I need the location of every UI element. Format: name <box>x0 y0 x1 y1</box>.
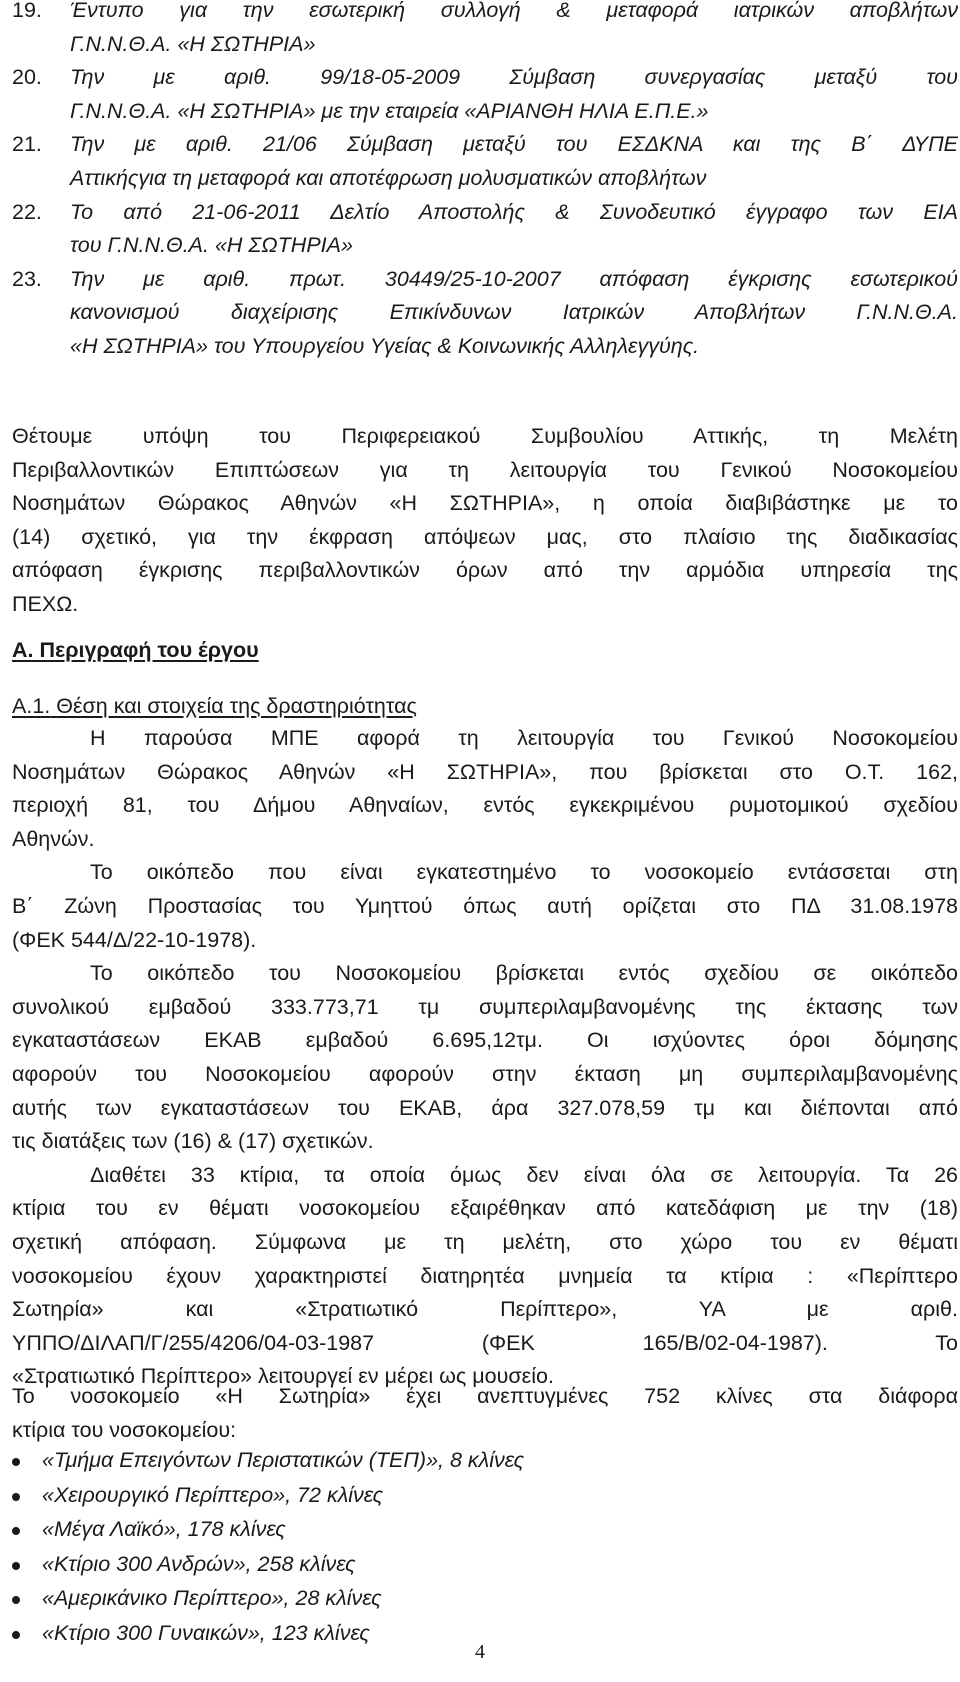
reference-item <box>12 196 958 263</box>
paragraph-line: ΥΠΠΟ/ΔΙΛΑΠ/Γ/255/4206/04-03-1987 (ΦΕΚ 165/Β/02-04-1987). Το <box>12 1330 958 1355</box>
paragraph-line: (14) σχετικό, για την έκφραση απόψεων μας, στο πλαίσιο της διαδικασίας <box>12 524 958 549</box>
list-item-text: «Τμήμα Επειγόντων Περιστατικών (ΤΕΠ)», 8 κλίνες <box>42 1448 525 1472</box>
section-heading: Α. Περιγραφή του έργου <box>12 638 259 662</box>
paragraph-line: αφορούν του Νοσοκομείου αφορούν στην έκταση μη συμπεριλαμβανομένης <box>12 1061 958 1086</box>
paragraph-line: Νοσημάτων Θώρακος Αθηνών «Η ΣΩΤΗΡΙΑ», που βρίσκεται στο Ο.Τ. 162, <box>12 759 958 784</box>
beds-list <box>12 1444 958 1651</box>
reference-list <box>12 0 958 364</box>
subsection-label: Α.1. <box>12 694 51 718</box>
paragraph-line: «Στρατιωτικό Περίπτερο» λειτουργεί εν μέρει ως μουσείο. <box>12 1364 554 1389</box>
reference-line: του Γ.Ν.Ν.Θ.Α. «Η ΣΩΤΗΡΙΑ» <box>70 233 353 258</box>
list-item <box>12 1444 958 1479</box>
list-item-text: «Μέγα Λαϊκό», 178 κλίνες <box>42 1517 286 1541</box>
paragraph-line: απόφαση έγκρισης περιβαλλοντικών όρων από την αρμόδια υπηρεσία της <box>12 558 958 583</box>
paragraph-line: (ΦΕΚ 544/Δ/22-10-1978). <box>12 927 257 952</box>
reference-line: Αττικήςγια τη μεταφορά και αποτέφρωση μολυσματικών αποβλήτων <box>70 165 707 190</box>
reference-number: 22. <box>12 199 42 224</box>
paragraph-line: τις διατάξεις των (16) & (17) σχετικών. <box>12 1129 374 1154</box>
page-number: 4 <box>475 1641 485 1663</box>
paragraph-line: Νοσημάτων Θώρακος Αθηνών «Η ΣΩΤΗΡΙΑ», η οποία διαβιβάστηκε με το <box>12 491 958 516</box>
paragraph-line: Αθηνών. <box>12 826 95 851</box>
paragraph-line: περιοχή 81, του Δήμου Αθηναίων, εντός εγκεκριμένου ρυμοτομικού σχεδίου <box>12 793 958 818</box>
reference-line: Έντυπο για την εσωτερική συλλογή & μεταφορά ιατρικών αποβλήτων <box>70 0 958 22</box>
reference-line: «Η ΣΩΤΗΡΙΑ» του Υπουργείου Υγείας & Κοινωνικής Αλληλεγγύης. <box>70 333 700 358</box>
list-item-text: «Κτίριο 300 Ανδρών», 258 κλίνες <box>42 1551 356 1576</box>
paragraph-line: Το οικόπεδο που είναι εγκατεστημένο το νοσοκομείο εντάσσεται στη <box>90 860 958 885</box>
list-item-text: «Χειρουργικό Περίπτερο», 72 κλίνες <box>42 1482 384 1507</box>
reference-line: Την με αριθ. πρωτ. 30449/25-10-2007 απόφαση έγκρισης εσωτερικού <box>70 266 958 291</box>
reference-line: Γ.Ν.Ν.Θ.Α. «Η ΣΩΤΗΡΙΑ» <box>70 31 316 56</box>
paragraph-line: σχετική απόφαση. Σύμφωνα με τη μελέτη, στο χώρο του εν θέματι <box>12 1229 958 1254</box>
paragraph-line: Σωτηρία» και «Στρατιωτικό Περίπτερο», ΥΑ με αριθ. <box>12 1297 958 1322</box>
reference-number: 19. <box>12 0 42 22</box>
reference-item <box>12 263 958 364</box>
intro-paragraph <box>12 420 958 622</box>
reference-line: Γ.Ν.Ν.Θ.Α. «Η ΣΩΤΗΡΙΑ» με την εταιρεία «ΑΡΙΑΝΘΗ ΗΛΙΑ Ε.Π.Ε.» <box>70 98 709 123</box>
paragraph-line: ΠΕΧΩ. <box>12 591 79 616</box>
bullet-icon <box>12 1596 20 1604</box>
list-item <box>12 1548 958 1583</box>
reference-line: Την με αριθ. 21/06 Σύμβαση μεταξύ του ΕΣΔΚΝΑ και της Β΄ ΔΥΠΕ <box>70 132 958 157</box>
bullet-icon <box>12 1527 20 1535</box>
beds-paragraph <box>12 1380 958 1447</box>
reference-item <box>12 61 958 128</box>
reference-number: 21. <box>12 132 42 157</box>
list-item-text: «Αμερικάνικο Περίπτερο», 28 κλίνες <box>42 1586 382 1610</box>
subsection-heading <box>12 690 417 724</box>
reference-item <box>12 0 958 61</box>
paragraph-line: κτίρια του νοσοκομείου: <box>12 1417 237 1442</box>
reference-line: κανονισμού διαχείρισης Επικίνδυνων Ιατρικών Αποβλήτων Γ.Ν.Ν.Θ.Α. <box>70 300 958 325</box>
reference-item <box>12 128 958 195</box>
list-item-text: «Κτίριο 300 Γυναικών», 123 κλίνες <box>42 1620 370 1645</box>
list-item <box>12 1582 958 1617</box>
paragraph-line: νοσοκομείου έχουν χαρακτηριστεί διατηρητέα μνημεία τα κτίρια : «Περίπτερο <box>12 1263 958 1288</box>
subsection-title: Θέση και στοιχεία της δραστηριότητας <box>56 694 417 718</box>
bullet-icon <box>12 1458 20 1466</box>
paragraph-line: Θέτουμε υπόψη του Περιφερειακού Συμβουλίου Αττικής, τη Μελέτη <box>12 424 958 448</box>
paragraph-line: συνολικού εμβαδού 333.773,71 τμ συμπεριλαμβανομένης της έκτασης των <box>12 994 958 1019</box>
bullet-icon <box>12 1562 20 1570</box>
paragraph-line: Το νοσοκομείο «Η Σωτηρία» έχει ανεπτυγμένες 752 κλίνες στα διάφορα <box>12 1384 958 1408</box>
paragraph-line: Το οικόπεδο του Νοσοκομείου βρίσκεται εντός σχεδίου σε οικόπεδο <box>90 961 958 986</box>
list-item <box>12 1479 958 1514</box>
reference-number: 20. <box>12 65 42 90</box>
paragraph-line: Η παρούσα ΜΠΕ αφορά τη λειτουργία του Γενικού Νοσοκομείου <box>90 726 958 750</box>
section-body <box>12 722 958 1394</box>
paragraph-line: Διαθέτει 33 κτίρια, τα οποία όμως δεν είναι όλα σε λειτουργία. Τα 26 <box>90 1162 958 1187</box>
paragraph-line: εγκαταστάσεων ΕΚΑΒ εμβαδού 6.695,12τμ. Οι ισχύοντες όροι δόμησης <box>12 1028 958 1053</box>
paragraph-line: Β΄ Ζώνη Προστασίας του Υμηττού όπως αυτή ορίζεται στο ΠΔ 31.08.1978 <box>12 893 958 918</box>
list-item <box>12 1513 958 1548</box>
reference-line: Το από 21-06-2011 Δελτίο Αποστολής & Συνοδευτικό έγγραφο των ΕΙΑ <box>70 199 958 224</box>
reference-number: 23. <box>12 266 42 291</box>
bullet-icon <box>12 1493 20 1501</box>
paragraph-line: Περιβαλλοντικών Επιπτώσεων για τη λειτουργία του Γενικού Νοσοκομείου <box>12 457 958 482</box>
reference-line: Την με αριθ. 99/18-05-2009 Σύμβαση συνεργασίας μεταξύ του <box>70 65 958 90</box>
paragraph-line: κτίρια του εν θέματι νοσοκομείου εξαιρέθηκαν από κατεδάφιση με την (18) <box>12 1196 958 1221</box>
paragraph-line: αυτής των εγκαταστάσεων του ΕΚΑΒ, άρα 327.078,59 τμ και διέπονται από <box>12 1095 958 1120</box>
